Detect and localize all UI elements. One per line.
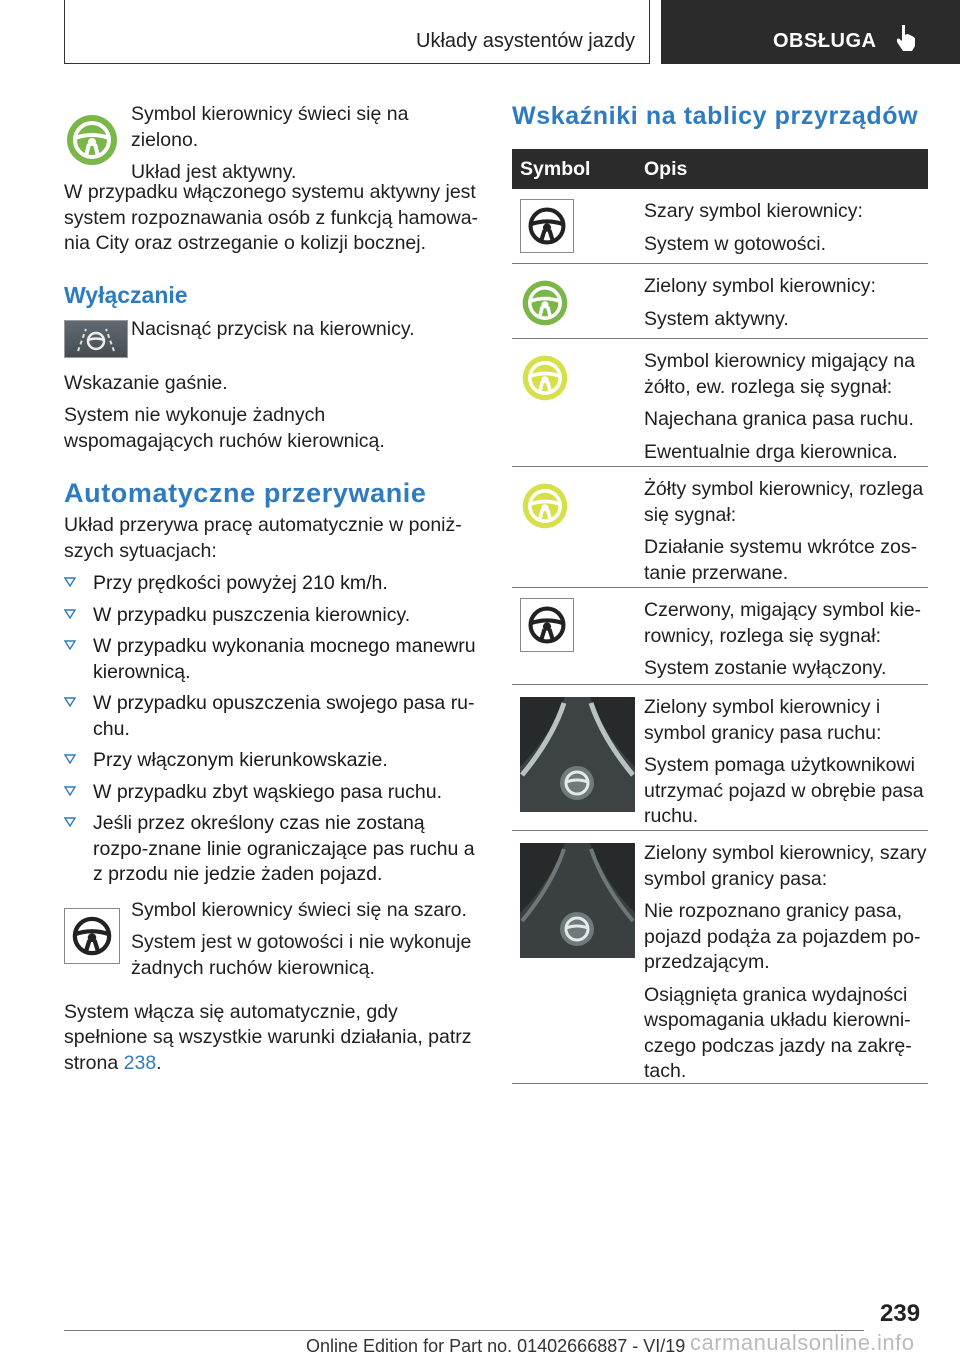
list-item: W przypadku wykonania mocnego manewru kierownicą. [64, 634, 479, 685]
page-reference-link[interactable]: 238 [123, 1051, 157, 1074]
header-chapter-box [661, 0, 960, 64]
table-row [512, 264, 928, 339]
press-button-block [64, 317, 479, 367]
green-symbol-text-1: Symbol kierownicy świeci się na zielono. [131, 103, 409, 151]
no-steering-text: System nie wykonuje żadnych wspomagających ruchów kierownicą. [64, 404, 385, 452]
switch-off-heading: Wyłączanie [64, 281, 188, 308]
yellow-steering-wheel-icon [520, 481, 570, 531]
intro-paragraph: W przypadku włączonego systemu aktywny jest system rozpoznawania osób z funkcją hamowa-nia City oraz ostrzeganie o kolizji bocznej. [64, 181, 479, 254]
list-item: W przypadku zbyt wąskiego pasa ruchu. [64, 780, 479, 806]
list-item: Przy prędkości powyżej 210 km/h. [64, 571, 479, 597]
row-text-2: System w gotowości. [644, 232, 827, 255]
final-paragraph: System włącza się automatycznie, gdy spełnione są wszystkie warunki działania, patrz strona 238. [64, 1000, 472, 1074]
bullet-triangle-icon [64, 817, 76, 827]
column-header-description: Opis [644, 158, 688, 180]
row-text-2: System zostanie wyłączony. [644, 657, 887, 679]
left-column [64, 102, 479, 1076]
lane-assist-button-icon [74, 325, 118, 353]
row-text-3: Ewentualnie drga kierownica. [644, 440, 898, 463]
row-text-1: Żółty symbol kierownicy, rozlega się sygnał: [644, 478, 924, 526]
list-item: Przy włączonym kierunkowskazie. [64, 748, 479, 774]
right-column [512, 102, 928, 1084]
row-text-1: Czerwony, migający symbol kie-rownicy, rozlega się sygnał: [644, 599, 922, 647]
steering-assist-button-image [64, 320, 128, 358]
pointing-hand-icon [895, 24, 917, 52]
list-item: Jeśli przez określony czas nie zostaną rozpo-znane linie ograniczające pas ruchu a z przodu nie jedzie żaden pojazd. [64, 811, 479, 888]
table-row [512, 467, 928, 588]
grey-symbol-frame [64, 908, 120, 964]
table-row [512, 685, 928, 831]
page-number: 239 [880, 1300, 921, 1327]
row-text-2: Nie rozpoznano granicy pasa, pojazd podąża za pojazdem po-przedzającym. [644, 900, 921, 973]
row-text-2: System aktywny. [644, 307, 789, 330]
bullet-triangle-icon [64, 640, 76, 650]
lane-marking-display-image [520, 697, 635, 812]
symbol-frame [520, 199, 574, 253]
lane-boundary-icon [520, 843, 635, 958]
table-row [512, 831, 928, 1084]
green-symbol-text-2: Układ jest aktywny. [131, 161, 297, 183]
symbol-frame [520, 598, 574, 652]
green-steering-wheel-icon [64, 112, 120, 168]
bullet-triangle-icon [64, 754, 76, 764]
row-text-2: Najechana granica pasa ruchu. [644, 408, 914, 430]
list-item: W przypadku opuszczenia swojego pasa ru-chu. [64, 691, 479, 742]
section-title: Układy asystentów jazdy [416, 30, 635, 52]
auto-interrupt-heading: Automatyczne przerywanie [64, 478, 427, 508]
watermark-text: carmanualsonline.info [690, 1330, 915, 1355]
chapter-title: OBSŁUGA [773, 30, 877, 52]
edition-text: Online Edition for Part no. 01402666887 - VI/19 [306, 1336, 686, 1356]
column-header-symbol: Symbol [520, 158, 591, 180]
row-text-1: Zielony symbol kierownicy i symbol granicy pasa ruchu: [644, 696, 882, 744]
grey-steering-wheel-icon [524, 203, 570, 249]
bullet-triangle-icon [64, 577, 76, 587]
table-row [512, 339, 928, 467]
yellow-steering-wheel-icon [520, 353, 570, 403]
row-text-1: Symbol kierownicy migający na żółto, ew. rozlega się sygnał: [644, 350, 915, 398]
grey-symbol-block [64, 898, 479, 986]
instrument-cluster-heading: Wskaźniki na tablicy przyrządów [512, 102, 919, 130]
grey-steering-wheel-icon [68, 912, 116, 960]
header-section-box [64, 0, 650, 64]
auto-interrupt-intro: Układ przerywa pracę automatycznie w poniż-szych sytuacjach: [64, 514, 462, 562]
bullet-triangle-icon [64, 697, 76, 707]
lane-marking-display-image [520, 843, 635, 958]
green-symbol-block [64, 102, 479, 183]
bullet-triangle-icon [64, 786, 76, 796]
row-text-2: Działanie systemu wkrótce zos-tanie przerwane. [644, 536, 918, 584]
lane-boundary-icon [520, 697, 635, 812]
table-header [512, 149, 928, 189]
bullet-triangle-icon [64, 609, 76, 619]
grey-symbol-text-1: Symbol kierownicy świeci się na szaro. [131, 898, 467, 921]
table-row [512, 588, 928, 685]
row-text-1: Zielony symbol kierownicy: [644, 275, 876, 297]
indicator-off-text: Wskazanie gaśnie. [64, 371, 228, 394]
red-steering-wheel-icon [524, 602, 570, 648]
table-row [512, 189, 928, 264]
row-text-3: Osiągnięta granica wydajności wspomagania układu kierowni-czego podczas jazdy na zakrę-tach. [644, 983, 912, 1082]
row-text-1: Szary symbol kierownicy: [644, 200, 863, 222]
grey-symbol-text-2: System jest w gotowości i nie wykonuje żadnych ruchów kierownicą. [131, 931, 472, 979]
green-steering-wheel-icon [520, 278, 570, 328]
list-item: W przypadku puszczenia kierownicy. [64, 603, 479, 629]
interrupt-conditions-list [64, 571, 479, 888]
row-text-2: System pomaga użytkownikowi utrzymać pojazd w obrębie pasa ruchu. [644, 754, 924, 827]
press-button-text: Nacisnąć przycisk na kierownicy. [131, 317, 415, 340]
row-text-1: Zielony symbol kierownicy, szary symbol granicy pasa: [644, 842, 927, 890]
